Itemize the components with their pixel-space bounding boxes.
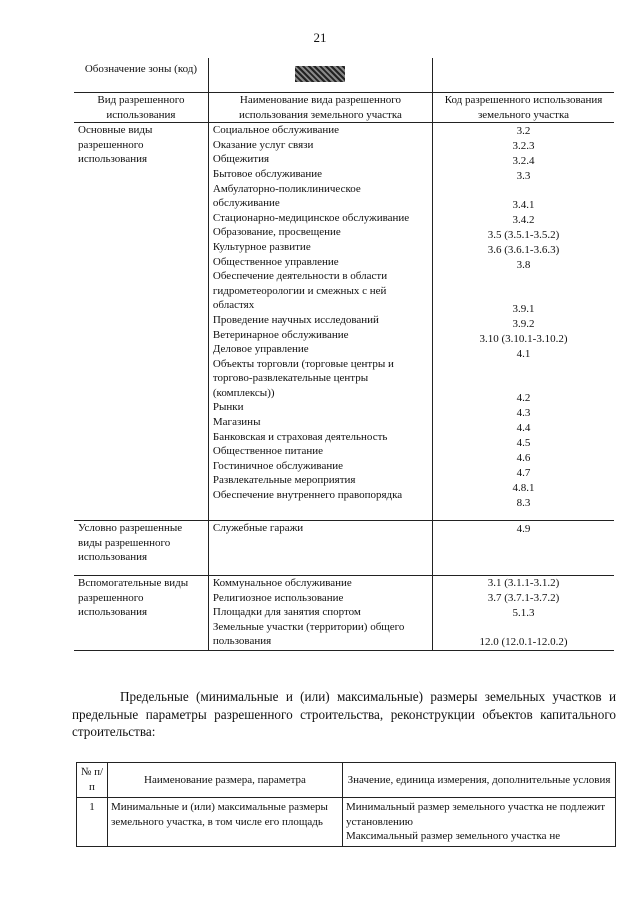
use-code: 3.6 (3.6.1-3.6.3) <box>487 243 560 256</box>
use-name: Общежития <box>212 153 270 166</box>
use-name: Развлекательные мероприятия <box>212 474 356 487</box>
params-row-name: Минимальные и (или) максимальные размеры земельного участка, в том числе его площадь <box>108 798 343 847</box>
use-code: 3.2.3 <box>512 139 535 152</box>
params-value-header: Значение, единица измерения, дополнительные условия <box>343 763 616 798</box>
use-code: 3.1 (3.1.1-3.1.2) <box>487 577 560 590</box>
params-row-value-line: Максимальный размер земельного участка не <box>346 830 561 843</box>
use-code: 3.8 <box>516 258 531 271</box>
use-name: Земельные участки (территории) общего пользования <box>212 620 405 648</box>
params-num-header: № п/п <box>77 763 108 798</box>
section-gap <box>74 510 614 521</box>
use-name: Обеспечение деятельности в области гидрометеорологии и смежных с ней областях <box>212 270 388 312</box>
redacted-zone-code <box>295 66 345 82</box>
use-code: 4.2 <box>516 391 531 404</box>
header-empty-cell <box>433 58 615 93</box>
use-code: 3.2.4 <box>512 154 535 167</box>
use-code: 3.4.1 <box>512 198 535 211</box>
use-name: Обеспечение внутреннего правопорядка <box>212 489 403 502</box>
use-name: Магазины <box>212 416 261 429</box>
use-type-cell: Основные виды разрешенного использования <box>74 123 208 511</box>
use-name: Банковская и страховая деятельность <box>212 430 388 443</box>
use-code: 3.4.2 <box>512 213 535 226</box>
use-code: 8.3 <box>516 496 531 509</box>
use-code: 4.3 <box>516 406 531 419</box>
zone-code-label: Обозначение зоны (код) <box>74 58 208 93</box>
use-code: 3.7 (3.7.1-3.7.2) <box>487 592 560 605</box>
use-name: Общественное питание <box>212 445 324 458</box>
use-codes-cell <box>433 521 615 565</box>
use-name: Бытовое обслуживание <box>212 167 323 180</box>
sections-body <box>74 123 614 651</box>
zone-code-cell <box>208 58 432 93</box>
use-name: Коммунальное обслуживание <box>212 576 352 589</box>
use-name: Образование, просвещение <box>212 226 341 239</box>
use-name: Стационарно-медицинское обслуживание <box>212 211 410 224</box>
use-name: Культурное развитие <box>212 240 311 253</box>
use-name: Гостиничное обслуживание <box>212 459 343 472</box>
use-code: 3.5 (3.5.1-3.5.2) <box>487 228 560 241</box>
params-name-header: Наименование размера, параметра <box>108 763 343 798</box>
use-name: Амбулаторно-поликлиническое обслуживание <box>212 182 361 210</box>
use-codes-cell <box>433 575 615 650</box>
use-name: Объекты торговли (торговые центры и торгово-развлекательные центры (комплексы)) <box>212 357 394 399</box>
use-code: 3.9.1 <box>512 302 535 315</box>
params-row-value <box>343 798 616 847</box>
table-row <box>74 521 614 565</box>
use-type-cell: Вспомогательные виды разрешенного использования <box>74 575 208 650</box>
use-codes-cell <box>433 123 615 511</box>
use-type-cell: Условно разрешенные виды разрешенного использования <box>74 521 208 565</box>
use-name: Общественное управление <box>212 255 339 268</box>
use-code: 3.3 <box>516 169 531 182</box>
section-gap <box>74 565 614 576</box>
use-code: 3.10 (3.10.1-3.10.2) <box>479 332 568 345</box>
use-code: 4.1 <box>516 347 531 360</box>
table-row <box>74 123 614 511</box>
use-name-header: Наименование вида разрешенного использования земельного участка <box>208 93 432 123</box>
use-name: Проведение научных исследований <box>212 313 379 326</box>
use-name: Ветеринарное обслуживание <box>212 328 349 341</box>
use-code: 4.4 <box>516 421 531 434</box>
use-name: Рынки <box>212 401 244 414</box>
use-name: Служебные гаражи <box>212 522 304 535</box>
use-code: 3.9.2 <box>512 317 535 330</box>
use-name: Площадки для занятия спортом <box>212 606 361 619</box>
table-row <box>77 798 616 847</box>
params-row-value-line: Минимальный размер земельного участка не подлежит установлению <box>346 801 606 828</box>
use-names-cell <box>208 575 432 650</box>
table-row <box>74 575 614 650</box>
use-code: 4.8.1 <box>512 481 535 494</box>
use-names-cell <box>208 123 432 511</box>
use-code: 4.6 <box>516 451 531 464</box>
use-code: 4.5 <box>516 436 531 449</box>
use-name: Деловое управление <box>212 343 309 356</box>
use-code: 4.7 <box>516 466 531 479</box>
use-code: 3.2 <box>516 124 531 137</box>
page-number: 21 <box>313 30 327 45</box>
limits-paragraph: Предельные (минимальные и (или) максимальные) размеры земельных участков и предельные параметры разрешенного строительства, реконструкции объектов капитального строительства: <box>72 689 616 739</box>
use-code-header: Код разрешенного использования земельного участка <box>433 93 615 123</box>
use-code: 5.1.3 <box>512 607 535 620</box>
land-use-table <box>74 58 614 651</box>
use-type-header: Вид разрешенного использования <box>74 93 208 123</box>
parameters-table <box>76 762 616 847</box>
params-row-num: 1 <box>77 798 108 847</box>
use-name: Оказание услуг связи <box>212 138 314 151</box>
use-code: 4.9 <box>516 522 531 535</box>
use-name: Религиозное использование <box>212 591 344 604</box>
use-names-cell <box>208 521 432 565</box>
use-name: Социальное обслуживание <box>212 124 340 137</box>
use-code: 12.0 (12.0.1-12.0.2) <box>479 636 568 649</box>
